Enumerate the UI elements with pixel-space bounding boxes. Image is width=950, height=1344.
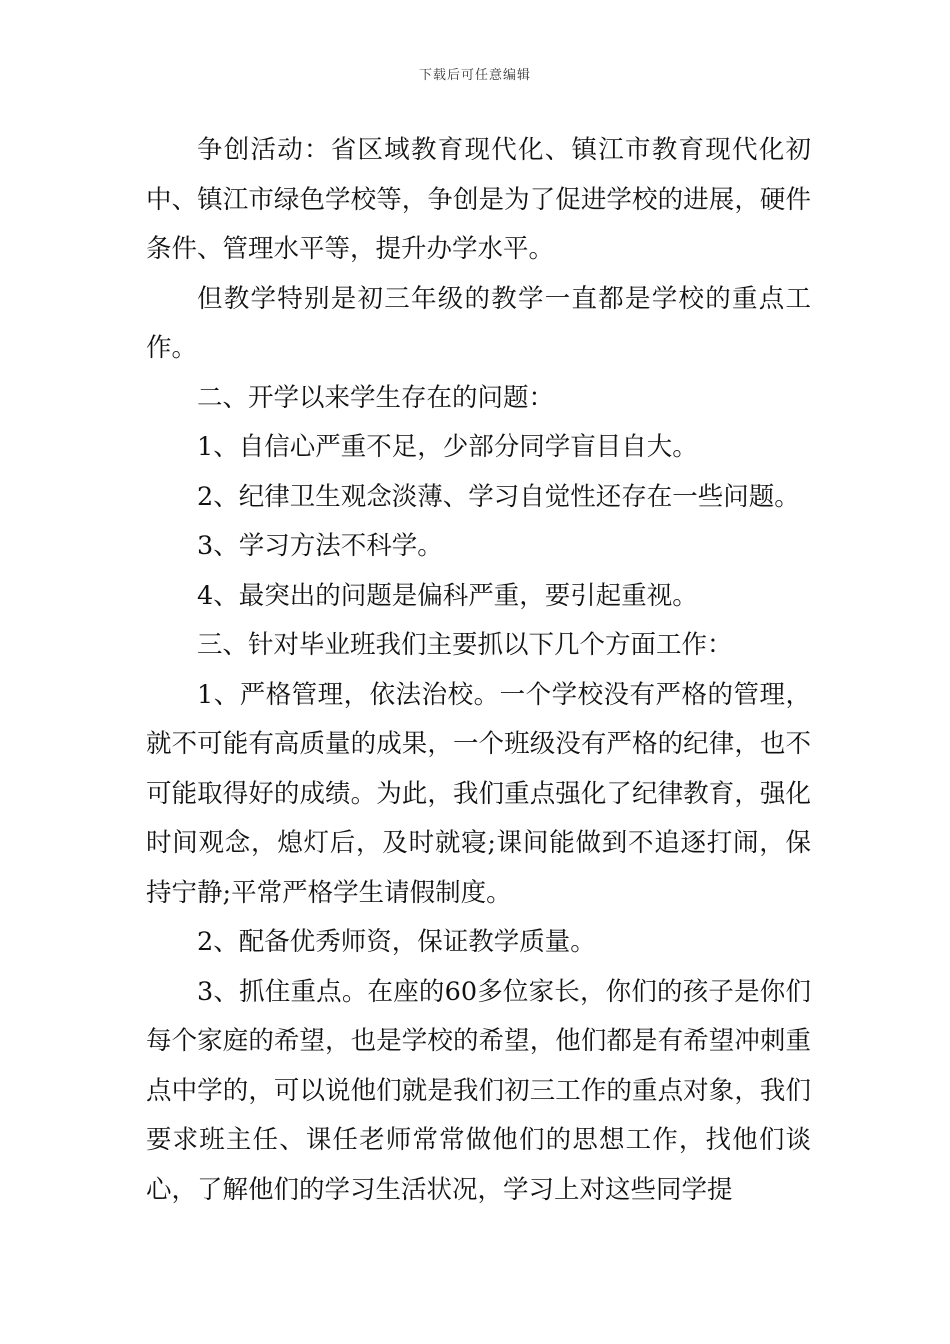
paragraph-2: 但教学特别是初三年级的教学一直都是学校的重点工作。 <box>146 283 811 363</box>
work-item-3: 3、抓住重点。在座的60多位家长，你们的孩子是你们每个家庭的希望，也是学校的希望，他们都是有希望冲刺重点中学的，可以说他们就是我们初三工作的重点对象，我们要求班主任、课任老师常常做他们的思想工作，找他们谈心，了解他们的学习生活状况，学习上对这些同学提 <box>146 976 811 1205</box>
list-item-4: 4、最突出的问题是偏科严重，要引起重视。 <box>197 580 698 611</box>
page-header-note: 下载后可任意编辑 <box>418 68 531 83</box>
work-item-2: 2、配备优秀师资，保证教学质量。 <box>197 927 596 957</box>
document-body <box>146 126 811 1215</box>
section-heading-3: 三、针对毕业班我们主要抓以下几个方面工作： <box>197 630 733 660</box>
section-heading-2: 二、开学以来学生存在的问题： <box>197 382 555 413</box>
work-item-1: 1、严格管理，依法治校。一个学校没有严格的管理，就不可能有高质量的成果，一个班级没有严格的纪律，也不可能取得好的成绩。为此，我们重点强化了纪律教育，强化时间观念，熄灯后，及时就寝;课间能做到不追逐打闹，保持宁静;平常严格学生请假制度。 <box>146 679 811 908</box>
paragraph-1: 争创活动：省区域教育现代化、镇江市教育现代化初中、镇江市绿色学校等，争创是为了促进学校的进展，硬件条件、管理水平等，提升办学水平。 <box>146 135 811 264</box>
list-item-3: 3、学习方法不科学。 <box>197 531 443 561</box>
list-item-1: 1、自信心严重不足，少部分同学盲目自大。 <box>197 432 698 462</box>
list-item-2: 2、纪律卫生观念淡薄、学习自觉性还存在一些问题。 <box>197 481 800 512</box>
